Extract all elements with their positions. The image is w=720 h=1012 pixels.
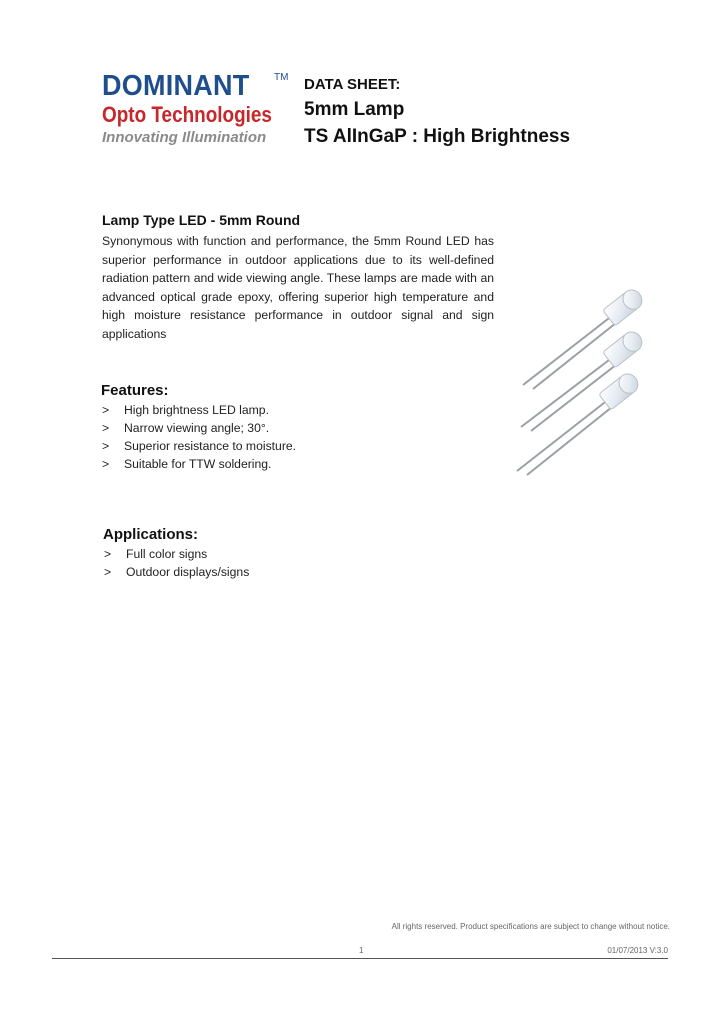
brand-subtitle: Opto Technologies — [102, 102, 272, 127]
brand-tagline: Innovating Illumination — [102, 129, 267, 146]
applications-heading: Applications: — [103, 526, 199, 543]
trademark-mark: TM — [274, 72, 289, 83]
footer-divider — [52, 958, 668, 959]
series-title: TS AlInGaP : High Brightness — [304, 126, 571, 147]
feature-text: Narrow viewing angle; 30°. — [124, 421, 270, 435]
page-number: 1 — [359, 946, 364, 955]
applications-list — [104, 545, 249, 581]
brand-logo-text: DOMINANT — [102, 70, 250, 102]
list-item — [102, 455, 296, 473]
features-heading: Features: — [101, 382, 169, 399]
product-title: 5mm Lamp — [304, 99, 405, 120]
application-text: Full color signs — [126, 547, 208, 561]
list-item — [104, 545, 249, 563]
application-text: Outdoor displays/signs — [126, 565, 250, 579]
led-lamps-icon — [505, 285, 655, 485]
doc-type-label: DATA SHEET: — [304, 76, 401, 93]
list-item — [104, 563, 249, 581]
bullet-marker: > — [102, 457, 110, 471]
list-item — [102, 437, 296, 455]
feature-text: Superior resistance to moisture. — [124, 439, 297, 453]
date-version: 01/07/2013 V:3.0 — [607, 946, 668, 955]
intro-paragraph: Synonymous with function and performance, the 5mm Round LED has superior performance in outdoor applications due to its well-defined radiation pattern and wide viewing angle. These lamps are made with an advanced optical grade epoxy, offering superior high temperature and high moisture resistance performance in outdoor signal and sign applications — [102, 234, 494, 341]
bullet-marker: > — [102, 439, 110, 453]
feature-text: Suitable for TTW soldering. — [124, 457, 272, 471]
bullet-marker: > — [104, 565, 112, 579]
list-item — [102, 419, 296, 437]
rights-notice: All rights reserved. Product specifications are subject to change without notice. — [391, 922, 670, 931]
bullet-marker: > — [102, 403, 110, 417]
list-item — [102, 401, 296, 419]
bullet-marker: > — [102, 421, 110, 435]
bullet-marker: > — [104, 547, 112, 561]
feature-text: High brightness LED lamp. — [124, 403, 269, 417]
features-list — [102, 401, 296, 473]
intro-title: Lamp Type LED - 5mm Round — [102, 212, 301, 228]
